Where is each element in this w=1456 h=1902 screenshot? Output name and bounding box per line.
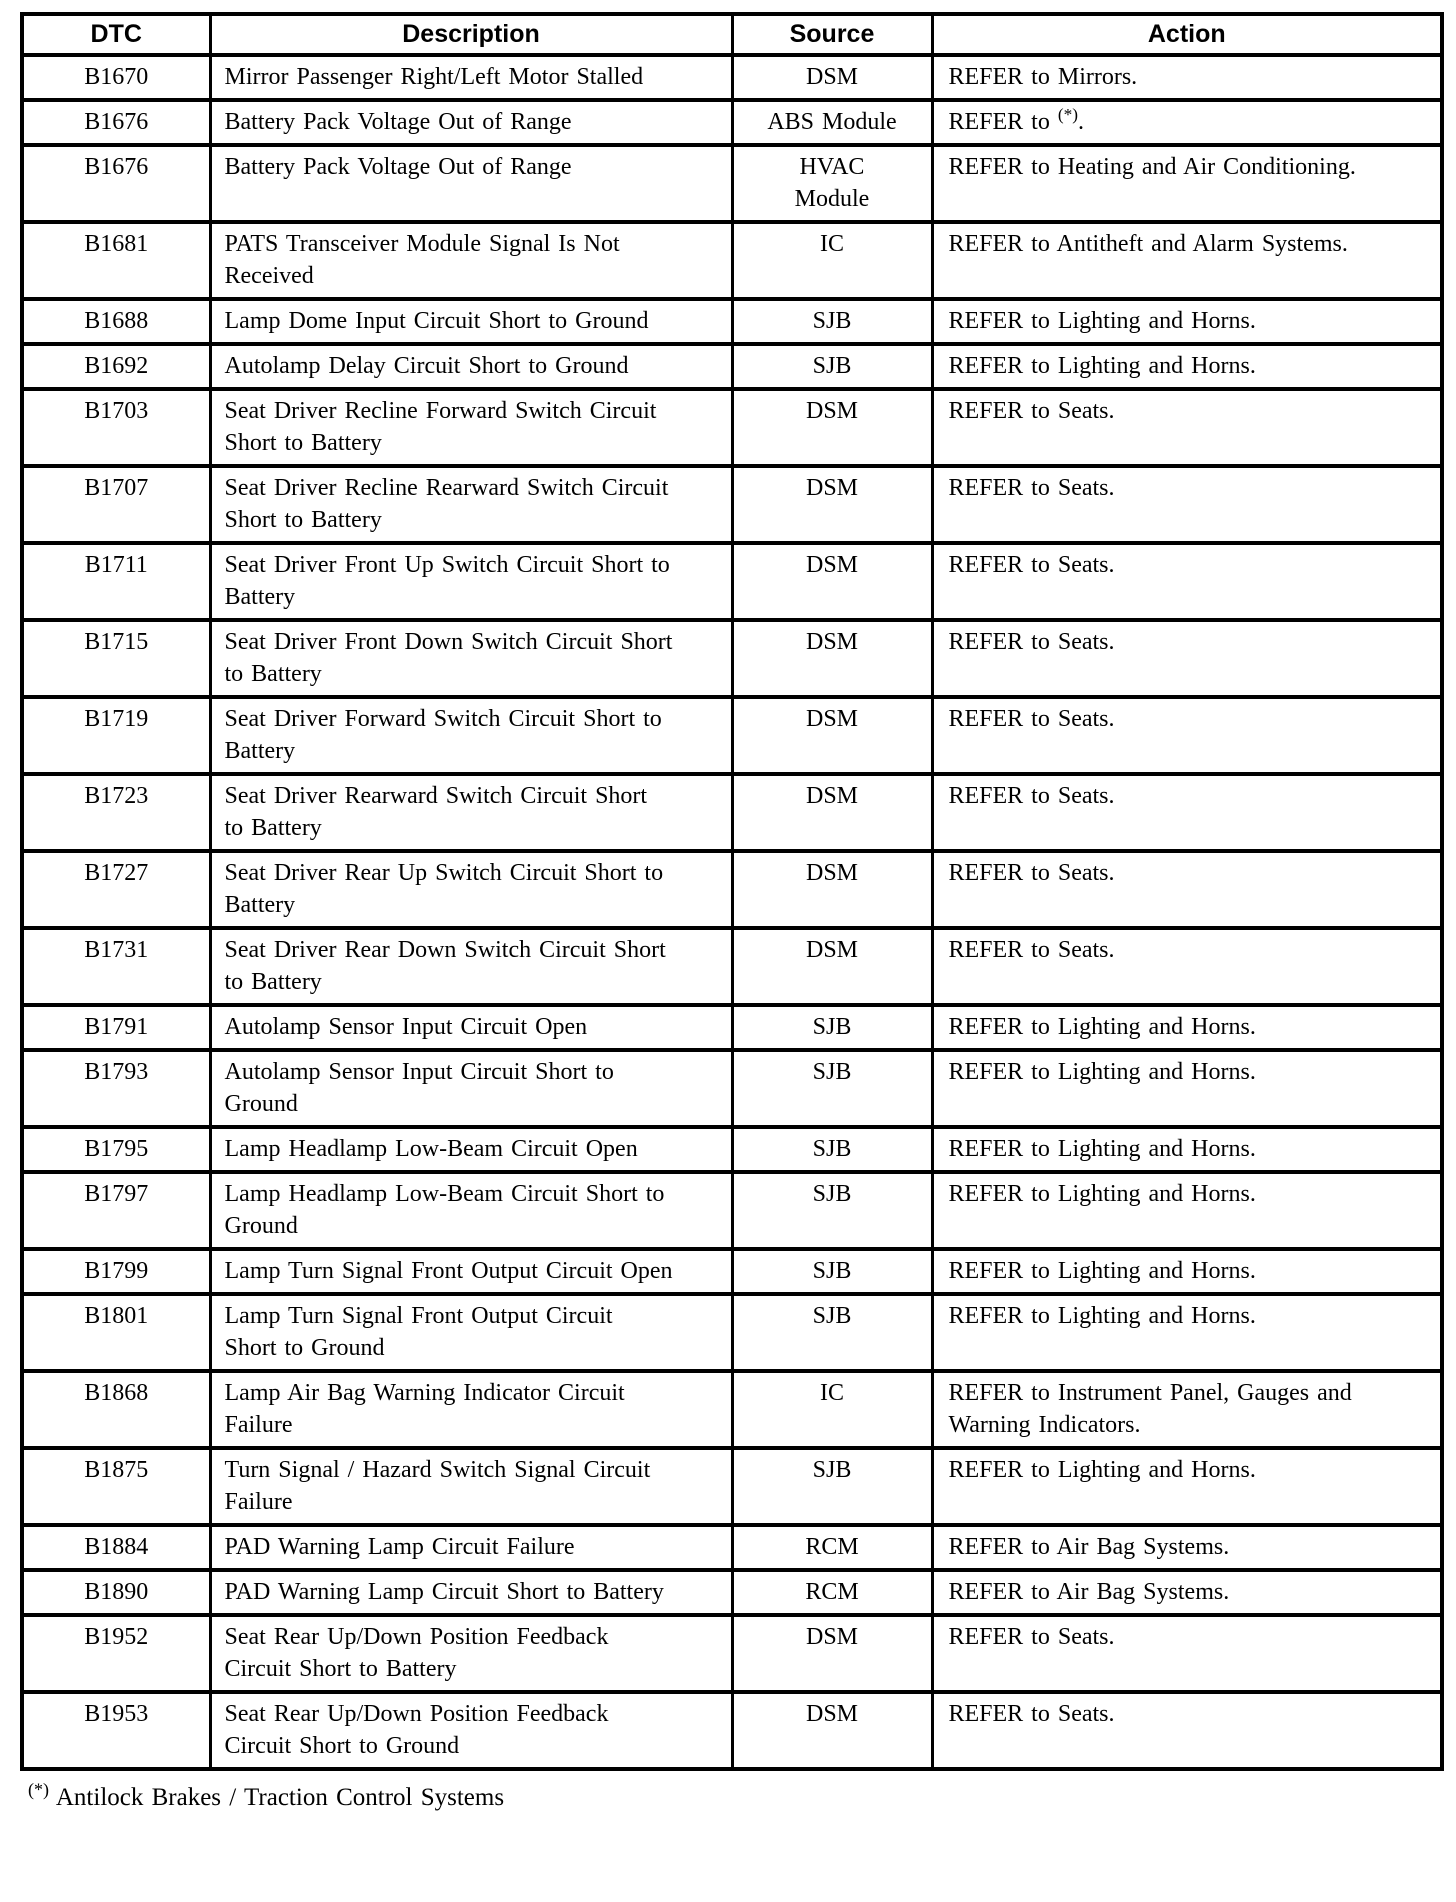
dtc-cell: B1703 [22,389,210,466]
source-cell: SJB [732,344,932,389]
action-cell: REFER to Seats. [932,1692,1442,1769]
table-row [22,543,1442,620]
dtc-cell: B1727 [22,851,210,928]
table-row [22,299,1442,344]
dtc-cell: B1723 [22,774,210,851]
dtc-cell: B1676 [22,145,210,222]
action-cell: REFER to Seats. [932,697,1442,774]
description-cell: Turn Signal / Hazard Switch Signal Circuit Failure [210,1448,732,1525]
action-cell: REFER to Antitheft and Alarm Systems. [932,222,1442,299]
table-header-row [22,14,1442,55]
source-cell: IC [732,1371,932,1448]
dtc-cell: B1801 [22,1294,210,1371]
table-row [22,344,1442,389]
action-cell: REFER to Lighting and Horns. [932,1294,1442,1371]
source-cell: DSM [732,1692,932,1769]
action-cell: REFER to Mirrors. [932,55,1442,100]
description-cell: Seat Driver Recline Rearward Switch Circuit Short to Battery [210,466,732,543]
dtc-cell: B1890 [22,1570,210,1615]
dtc-cell: B1875 [22,1448,210,1525]
source-cell: DSM [732,1615,932,1692]
description-cell: Seat Driver Rear Up Switch Circuit Short to Battery [210,851,732,928]
source-cell: HVAC Module [732,145,932,222]
source-cell: DSM [732,543,932,620]
source-cell: SJB [732,1005,932,1050]
description-cell: Seat Driver Front Down Switch Circuit Short to Battery [210,620,732,697]
column-header-source: Source [732,14,932,55]
source-cell: DSM [732,851,932,928]
description-cell: Lamp Turn Signal Front Output Circuit Open [210,1249,732,1294]
source-cell: SJB [732,1127,932,1172]
description-cell: Seat Rear Up/Down Position Feedback Circuit Short to Ground [210,1692,732,1769]
table-row [22,1172,1442,1249]
table-body [22,55,1442,1769]
table-row [22,774,1442,851]
action-cell: REFER to Air Bag Systems. [932,1525,1442,1570]
description-cell: Seat Driver Forward Switch Circuit Short to Battery [210,697,732,774]
dtc-cell: B1797 [22,1172,210,1249]
action-cell: REFER to Lighting and Horns. [932,1005,1442,1050]
source-cell: DSM [732,620,932,697]
dtc-cell: B1670 [22,55,210,100]
description-cell: Autolamp Sensor Input Circuit Open [210,1005,732,1050]
table-row [22,1249,1442,1294]
description-cell: PAD Warning Lamp Circuit Short to Battery [210,1570,732,1615]
dtc-cell: B1688 [22,299,210,344]
action-cell: REFER to Heating and Air Conditioning. [932,145,1442,222]
action-cell: REFER to Seats. [932,1615,1442,1692]
table-row [22,851,1442,928]
dtc-cell: B1952 [22,1615,210,1692]
description-cell: PATS Transceiver Module Signal Is Not Received [210,222,732,299]
table-row [22,1570,1442,1615]
source-cell: SJB [732,1294,932,1371]
action-cell: REFER to Lighting and Horns. [932,299,1442,344]
action-cell: REFER to Seats. [932,928,1442,1005]
dtc-cell: B1719 [22,697,210,774]
source-cell: DSM [732,774,932,851]
table-row [22,1448,1442,1525]
source-cell: RCM [732,1570,932,1615]
action-cell: REFER to Lighting and Horns. [932,1249,1442,1294]
dtc-cell: B1793 [22,1050,210,1127]
table-row [22,928,1442,1005]
description-cell: Battery Pack Voltage Out of Range [210,145,732,222]
dtc-cell: B1868 [22,1371,210,1448]
table-row [22,1005,1442,1050]
source-cell: DSM [732,928,932,1005]
source-cell: SJB [732,1249,932,1294]
action-cell: REFER to Instrument Panel, Gauges and Warning Indicators. [932,1371,1442,1448]
table-row [22,1050,1442,1127]
description-cell: Autolamp Sensor Input Circuit Short to Ground [210,1050,732,1127]
dtc-cell: B1711 [22,543,210,620]
table-row [22,145,1442,222]
source-cell: SJB [732,299,932,344]
action-cell: REFER to Lighting and Horns. [932,1172,1442,1249]
description-cell: Seat Driver Recline Forward Switch Circuit Short to Battery [210,389,732,466]
table-row [22,222,1442,299]
description-cell: Seat Driver Rear Down Switch Circuit Short to Battery [210,928,732,1005]
description-cell: Mirror Passenger Right/Left Motor Stalled [210,55,732,100]
table-row [22,620,1442,697]
source-cell: SJB [732,1172,932,1249]
action-cell: REFER to Seats. [932,389,1442,466]
dtc-table [20,12,1444,1771]
description-cell: Seat Rear Up/Down Position Feedback Circuit Short to Battery [210,1615,732,1692]
dtc-cell: B1799 [22,1249,210,1294]
dtc-cell: B1731 [22,928,210,1005]
action-cell: REFER to Air Bag Systems. [932,1570,1442,1615]
source-cell: SJB [732,1050,932,1127]
description-cell: Lamp Headlamp Low-Beam Circuit Short to Ground [210,1172,732,1249]
table-row [22,1127,1442,1172]
action-cell: REFER to Seats. [932,543,1442,620]
description-cell: Battery Pack Voltage Out of Range [210,100,732,145]
table-row [22,100,1442,145]
description-cell: Lamp Air Bag Warning Indicator Circuit Failure [210,1371,732,1448]
description-cell: Seat Driver Front Up Switch Circuit Short to Battery [210,543,732,620]
table-row [22,55,1442,100]
table-row [22,1615,1442,1692]
footnote: (*) Antilock Brakes / Traction Control Systems [28,1779,505,1811]
description-cell: Lamp Turn Signal Front Output Circuit Short to Ground [210,1294,732,1371]
column-header-description: Description [210,14,732,55]
source-cell: DSM [732,55,932,100]
description-cell: PAD Warning Lamp Circuit Failure [210,1525,732,1570]
dtc-cell: B1791 [22,1005,210,1050]
dtc-cell: B1884 [22,1525,210,1570]
dtc-cell: B1715 [22,620,210,697]
dtc-cell: B1795 [22,1127,210,1172]
action-cell: REFER to Lighting and Horns. [932,1448,1442,1525]
description-cell: Lamp Dome Input Circuit Short to Ground [210,299,732,344]
source-cell: DSM [732,389,932,466]
description-cell: Seat Driver Rearward Switch Circuit Short to Battery [210,774,732,851]
table-row [22,1525,1442,1570]
dtc-cell: B1692 [22,344,210,389]
action-cell: REFER to Seats. [932,774,1442,851]
table-row [22,389,1442,466]
table-row [22,697,1442,774]
source-cell: ABS Module [732,100,932,145]
column-header-dtc: DTC [22,14,210,55]
description-cell: Lamp Headlamp Low-Beam Circuit Open [210,1127,732,1172]
table-row [22,1294,1442,1371]
table-row [22,1692,1442,1769]
table-row [22,1371,1442,1448]
action-cell: REFER to Seats. [932,620,1442,697]
action-cell: REFER to Seats. [932,851,1442,928]
action-cell: REFER to Lighting and Horns. [932,1127,1442,1172]
dtc-cell: B1681 [22,222,210,299]
table-row [22,466,1442,543]
action-cell: REFER to Lighting and Horns. [932,1050,1442,1127]
action-cell: REFER to (*). [932,100,1442,145]
dtc-cell: B1676 [22,100,210,145]
description-cell: Autolamp Delay Circuit Short to Ground [210,344,732,389]
source-cell: DSM [732,697,932,774]
column-header-action: Action [932,14,1442,55]
source-cell: RCM [732,1525,932,1570]
dtc-cell: B1953 [22,1692,210,1769]
action-cell: REFER to Seats. [932,466,1442,543]
source-cell: IC [732,222,932,299]
dtc-cell: B1707 [22,466,210,543]
source-cell: DSM [732,466,932,543]
source-cell: SJB [732,1448,932,1525]
action-cell: REFER to Lighting and Horns. [932,344,1442,389]
